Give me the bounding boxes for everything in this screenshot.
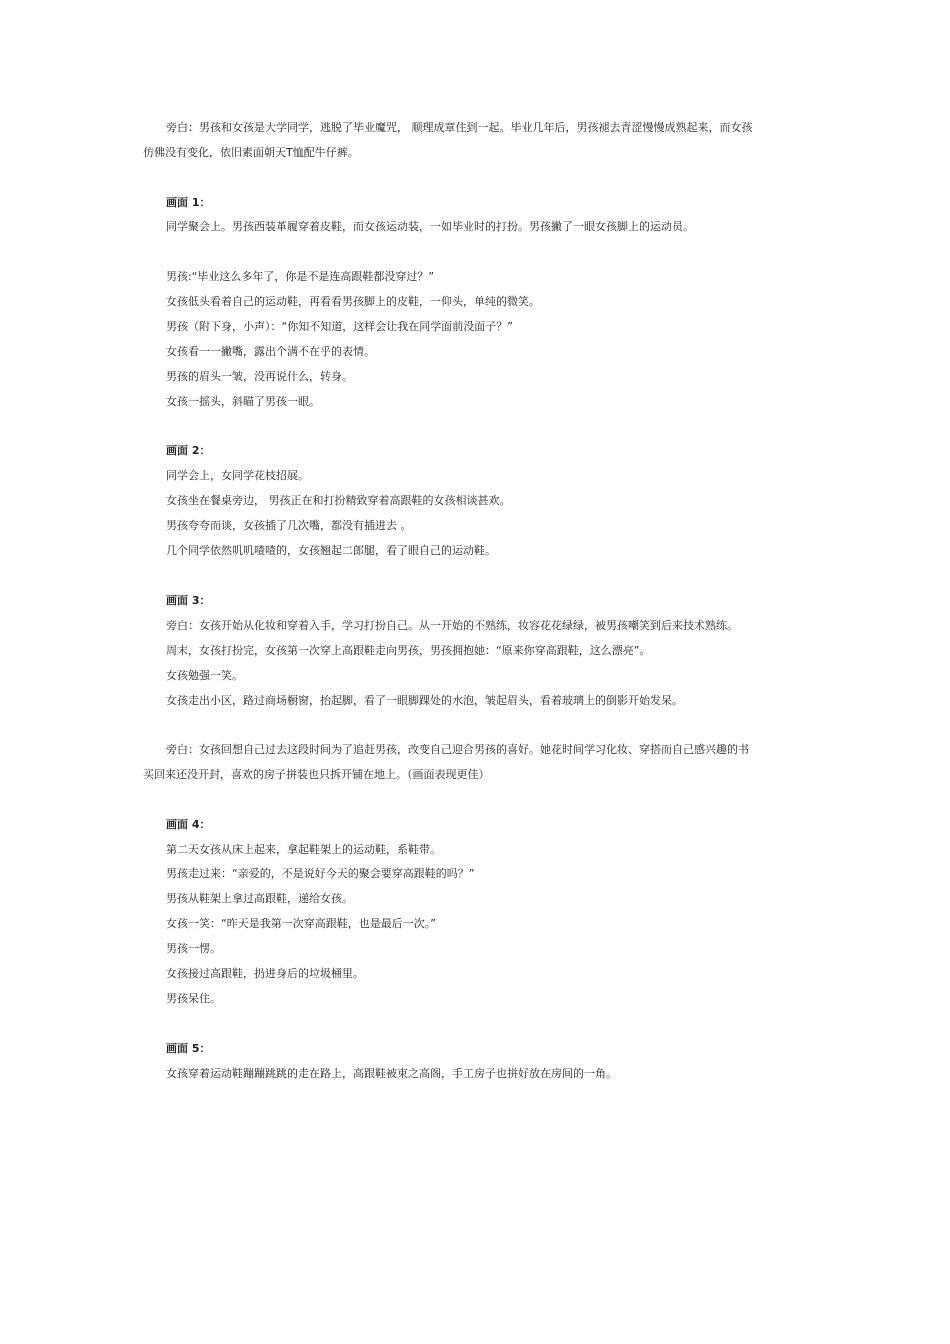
- scene4-line: 女孩一笑：“昨天是我第一次穿高跟鞋，也是最后一次。”: [166, 917, 436, 930]
- scene4-line: 女孩接过高跟鞋，扔进身后的垃圾桶里。: [166, 967, 364, 980]
- scene4-line: 男孩一愣。: [166, 942, 221, 955]
- scene1-line: 女孩一摇头，斜瞄了男孩一眼。: [166, 395, 320, 408]
- scene2-heading: 画面 2：: [166, 444, 211, 457]
- scene2-line: 几个同学依然叽叽喳喳的，女孩翘起二郎腿，看了眼自己的运动鞋。: [166, 544, 496, 557]
- scene4-line: 男孩走过来：“亲爱的，不是说好今天的聚会要穿高跟鞋的吗？”: [166, 867, 475, 880]
- scene1-line: 男孩的眉头一皱，没再说什么，转身。: [166, 370, 353, 383]
- scene1-line: 男孩:“毕业这么多年了，你是不是连高跟鞋都没穿过？”: [166, 270, 435, 283]
- scene3-line: 周末，女孩打扮完，女孩第一次穿上高跟鞋走向男孩，男孩拥抱她：“原来你穿高跟鞋，这么漂亮”。: [166, 644, 651, 657]
- scene5-heading: 画面 5：: [166, 1042, 211, 1055]
- intro-line-1: 旁白：男孩和女孩是大学同学，逃脱了毕业魔咒， 顺理成章住到一起。毕业几年后，男孩褪去青涩慢慢成熟起来，而女孩: [166, 121, 753, 134]
- scene1-heading: 画面 1：: [166, 196, 211, 209]
- scene4-line: 第二天女孩从床上起来，拿起鞋架上的运动鞋，系鞋带。: [166, 843, 441, 856]
- scene1-line: 女孩低头看着自己的运动鞋，再看看男孩脚上的皮鞋，一仰头，单纯的微笑。: [166, 295, 540, 308]
- scene4-line: 男孩从鞋架上拿过高跟鞋，递给女孩。: [166, 892, 353, 905]
- scene2-line: 同学会上，女同学花枝招展。: [166, 469, 309, 482]
- scene2-line: 男孩夸夸而谈，女孩插了几次嘴，都没有插进去 。: [166, 519, 412, 532]
- scene4-heading: 画面 4：: [166, 818, 211, 831]
- intro-line-2: 仿佛没有变化，依旧素面朝天T恤配牛仔裤。: [143, 146, 359, 159]
- scene2-line: 女孩坐在餐桌旁边， 男孩正在和打扮精致穿着高跟鞋的女孩相谈甚欢。: [166, 494, 511, 507]
- scene1-line: 男孩（附下身，小声）：“你知不知道，这样会让我在同学面前没面子？”: [166, 320, 513, 333]
- scene3-line: 旁白：女孩开始从化妆和穿着入手，学习打扮自己。从一开始的不熟练，妆容花花绿绿，被男孩嘲笑到后来技术熟练。: [166, 619, 738, 632]
- scene3-line: 女孩勉强一笑。: [166, 669, 243, 682]
- narration2-line-1: 旁白：女孩回想自己过去这段时间为了追赶男孩，改变自己迎合男孩的喜好。她花时间学习化妆、穿搭而自己感兴趣的书: [166, 743, 749, 756]
- narration2-line-2: 买回来还没开封，喜欢的房子拼装也只拆开铺在地上。（画面表现更佳）: [143, 768, 490, 781]
- scene1-line: 同学聚会上。男孩西装革履穿着皮鞋，而女孩运动装，一如毕业时的打扮。男孩撇了一眼女孩脚上的运动员。: [166, 220, 694, 233]
- scene3-heading: 画面 3：: [166, 594, 211, 607]
- scene5-line: 女孩穿着运动鞋蹦蹦跳跳的走在路上，高跟鞋被束之高阁，手工房子也拼好放在房间的一角。: [166, 1067, 617, 1080]
- scene3-line: 女孩走出小区，路过商场橱窗，抬起脚，看了一眼脚踝处的水泡，皱起眉头，看着玻璃上的倒影开始发呆。: [166, 694, 683, 707]
- scene4-line: 男孩呆住。: [166, 992, 221, 1005]
- scene1-line: 女孩看一一撇嘴，露出个满不在乎的表情。: [166, 345, 375, 358]
